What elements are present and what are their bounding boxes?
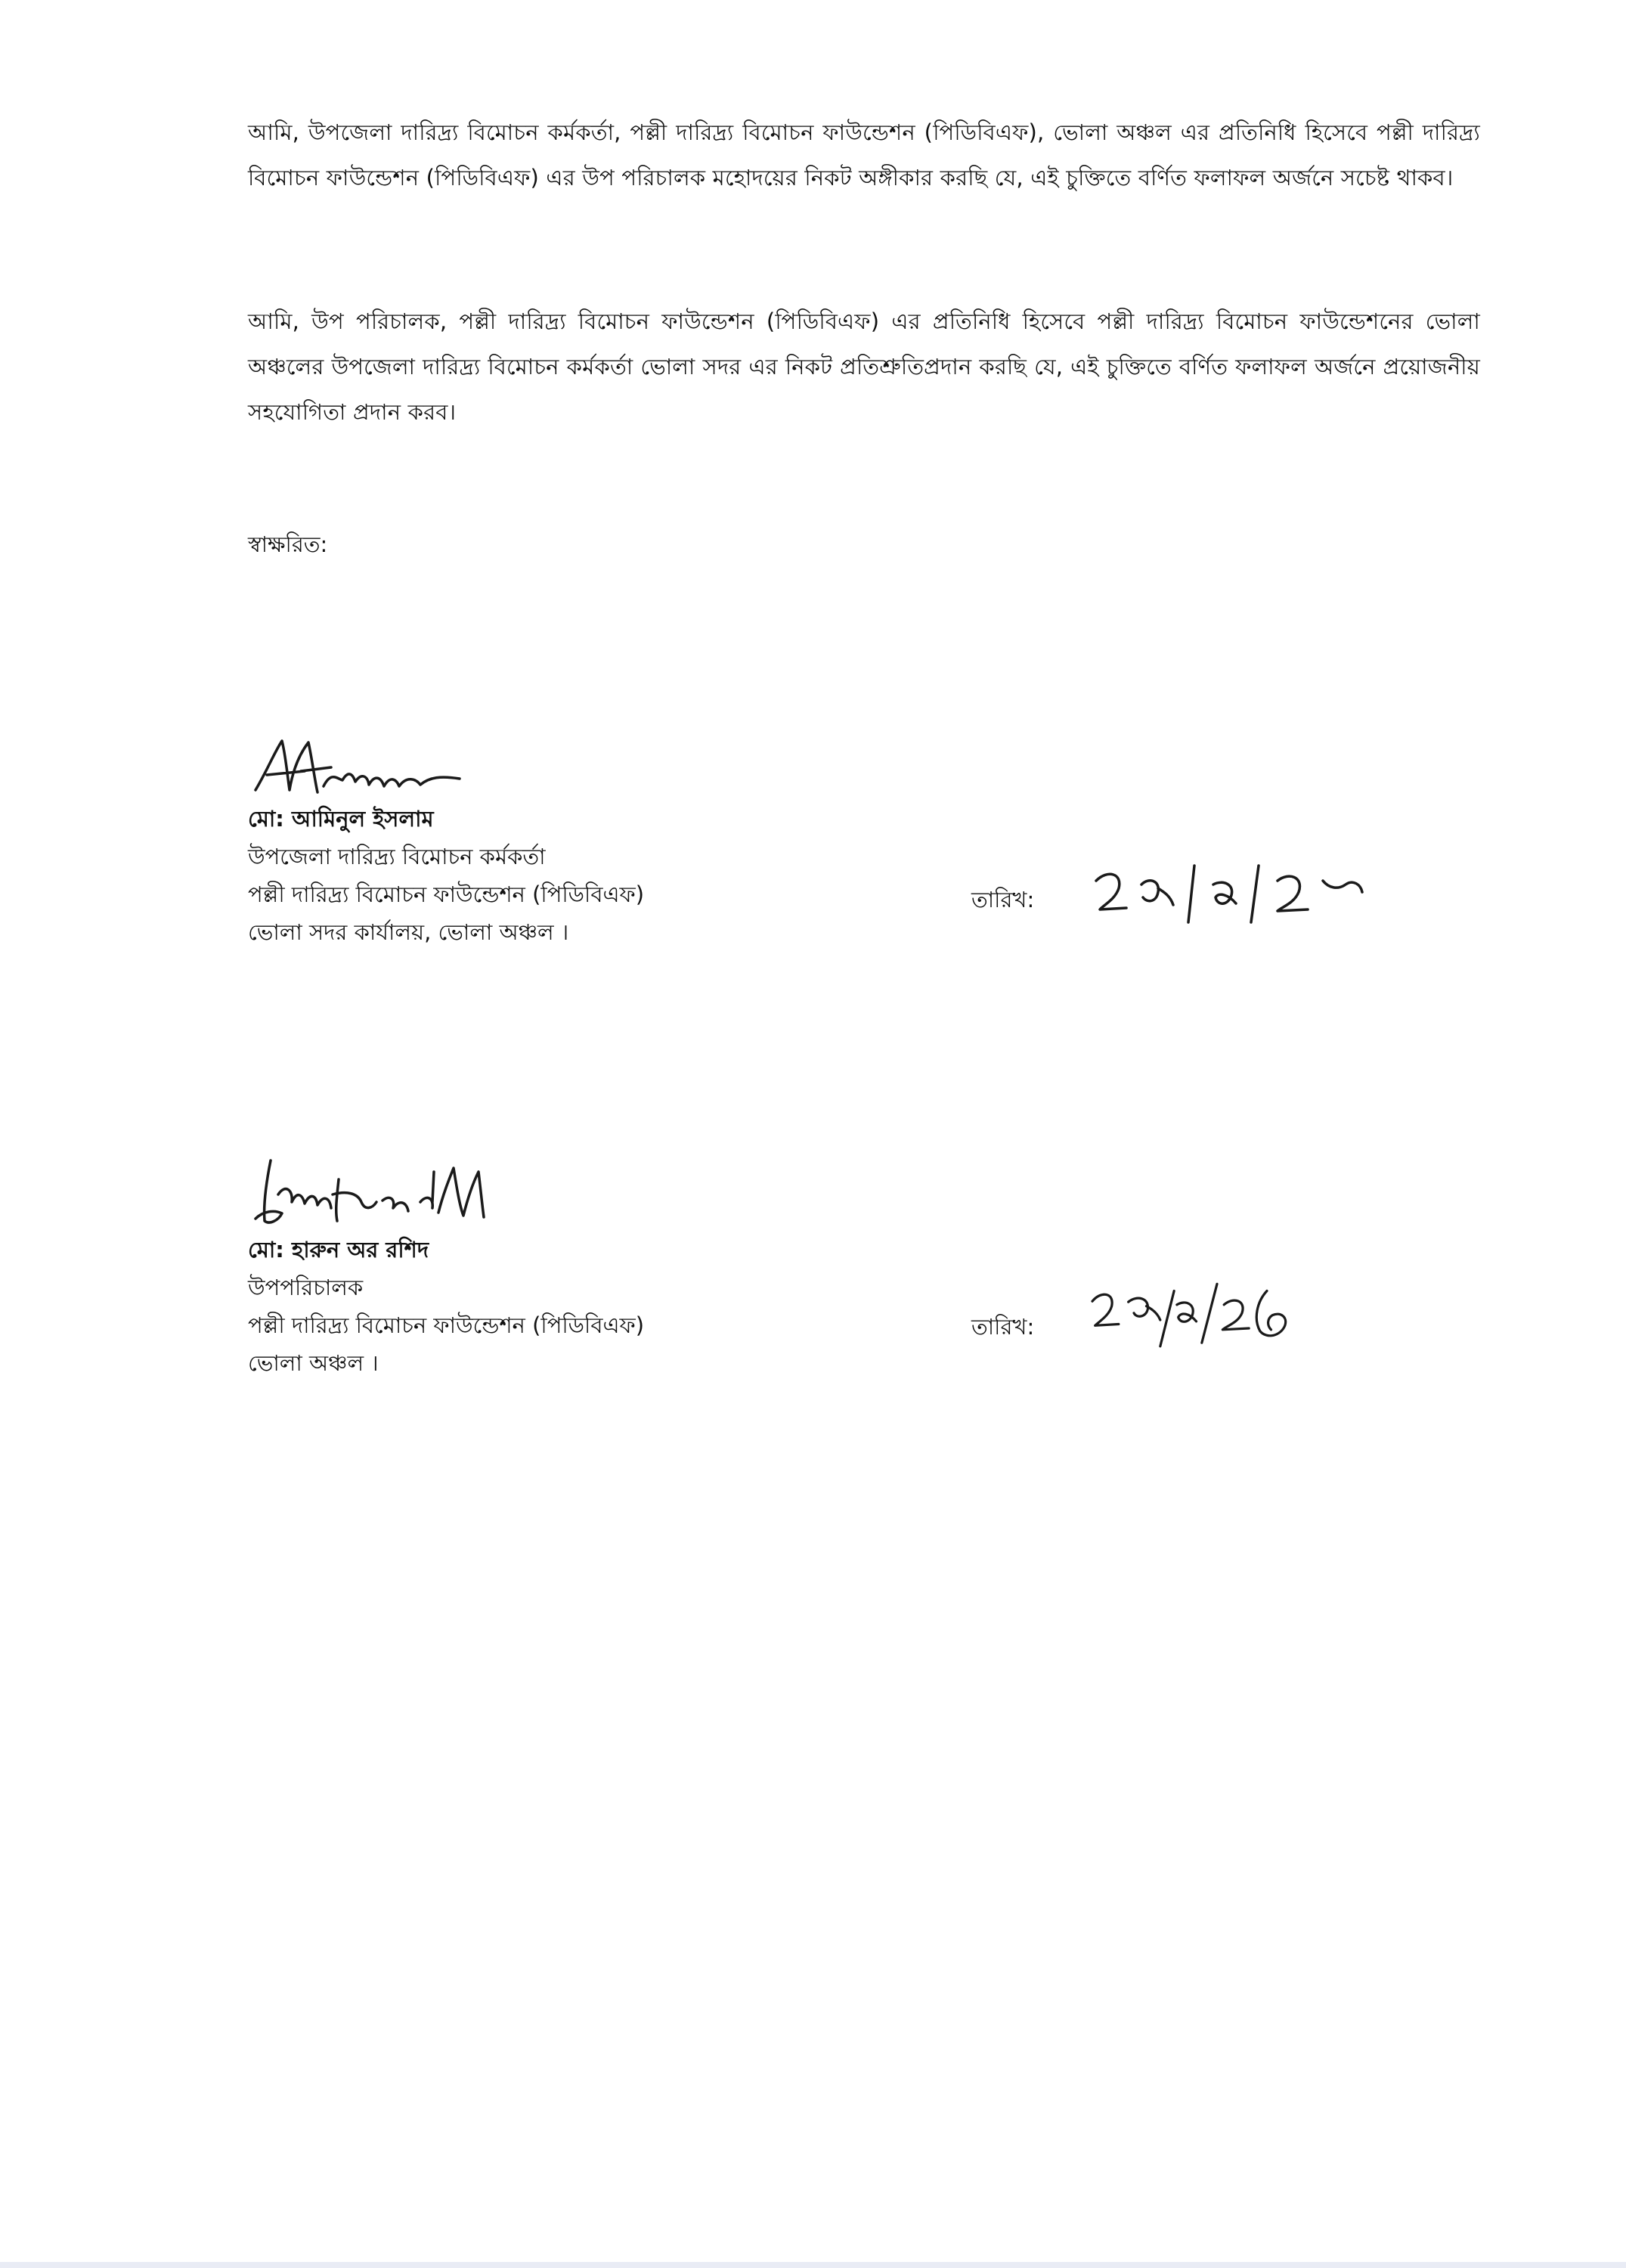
- handwritten-date-1: [1089, 850, 1376, 934]
- commitment-paragraph-1: আমি, উপজেলা দারিদ্র্য বিমোচন কর্মকর্তা, পল্লী দারিদ্র্য বিমোচন ফাউন্ডেশন (পিডিবিএফ), ভোলা অঞ্চল এর প্রতিনিধি হিসেবে পল্লী দারিদ্র্য বিমোচন ফাউন্ডেশন (পিডিবিএফ) এর উপ পরিচালক মহোদয়ের নিকট অঙ্গীকার করছি যে, এই চুক্তিতে বর্ণিত ফলাফল অর্জনে সচেষ্ট থাকব।: [248, 119, 1480, 191]
- signatory-name: মো: আমিনুল ইসলাম: [248, 806, 434, 832]
- signatory-office: ভোলা সদর কার্যালয়, ভোলা অঞ্চল ।: [248, 919, 569, 945]
- page-bottom-edge: [0, 2262, 1626, 2268]
- signatory-organization: পল্লী দারিদ্র্য বিমোচন ফাউন্ডেশন (পিডিবিএফ): [248, 881, 645, 907]
- date-label: তারিখ:: [971, 887, 1035, 912]
- signatory-block-1: [248, 800, 644, 951]
- signature-image-2: [248, 1149, 490, 1232]
- signed-label: স্বাক্ষরিত:: [248, 531, 328, 557]
- date-label: তারিখ:: [971, 1314, 1035, 1340]
- signatory-office: ভোলা অঞ্চল ।: [248, 1350, 379, 1376]
- handwritten-date-2: [1073, 1270, 1361, 1353]
- signatory-name: মো: হারুন অর রশিদ: [248, 1237, 429, 1263]
- commitment-paragraph-2: আমি, উপ পরিচালক, পল্লী দারিদ্র্য বিমোচন ফাউন্ডেশন (পিডিবিএফ) এর প্রতিনিধি হিসেবে পল্লী দারিদ্র্য বিমোচন ফাউন্ডেশনের ভোলা অঞ্চলের উপজেলা দারিদ্র্য বিমোচন কর্মকর্তা ভোলা সদর এর নিকট প্রতিশ্রুতিপ্রদান করছি যে, এই চুক্তিতে বর্ণিত ফলাফল অর্জনে প্রয়োজনীয় সহযোগিতা প্রদান করব।: [248, 308, 1480, 425]
- signatory-organization: পল্লী দারিদ্র্য বিমোচন ফাউন্ডেশন (পিডিবিএফ): [248, 1312, 645, 1338]
- signatory-designation: উপপরিচালক: [248, 1275, 364, 1300]
- signatory-block-2: [248, 1231, 644, 1382]
- signature-image-1: [248, 726, 490, 809]
- signatory-designation: উপজেলা দারিদ্র্য বিমোচন কর্মকর্তা: [248, 844, 546, 869]
